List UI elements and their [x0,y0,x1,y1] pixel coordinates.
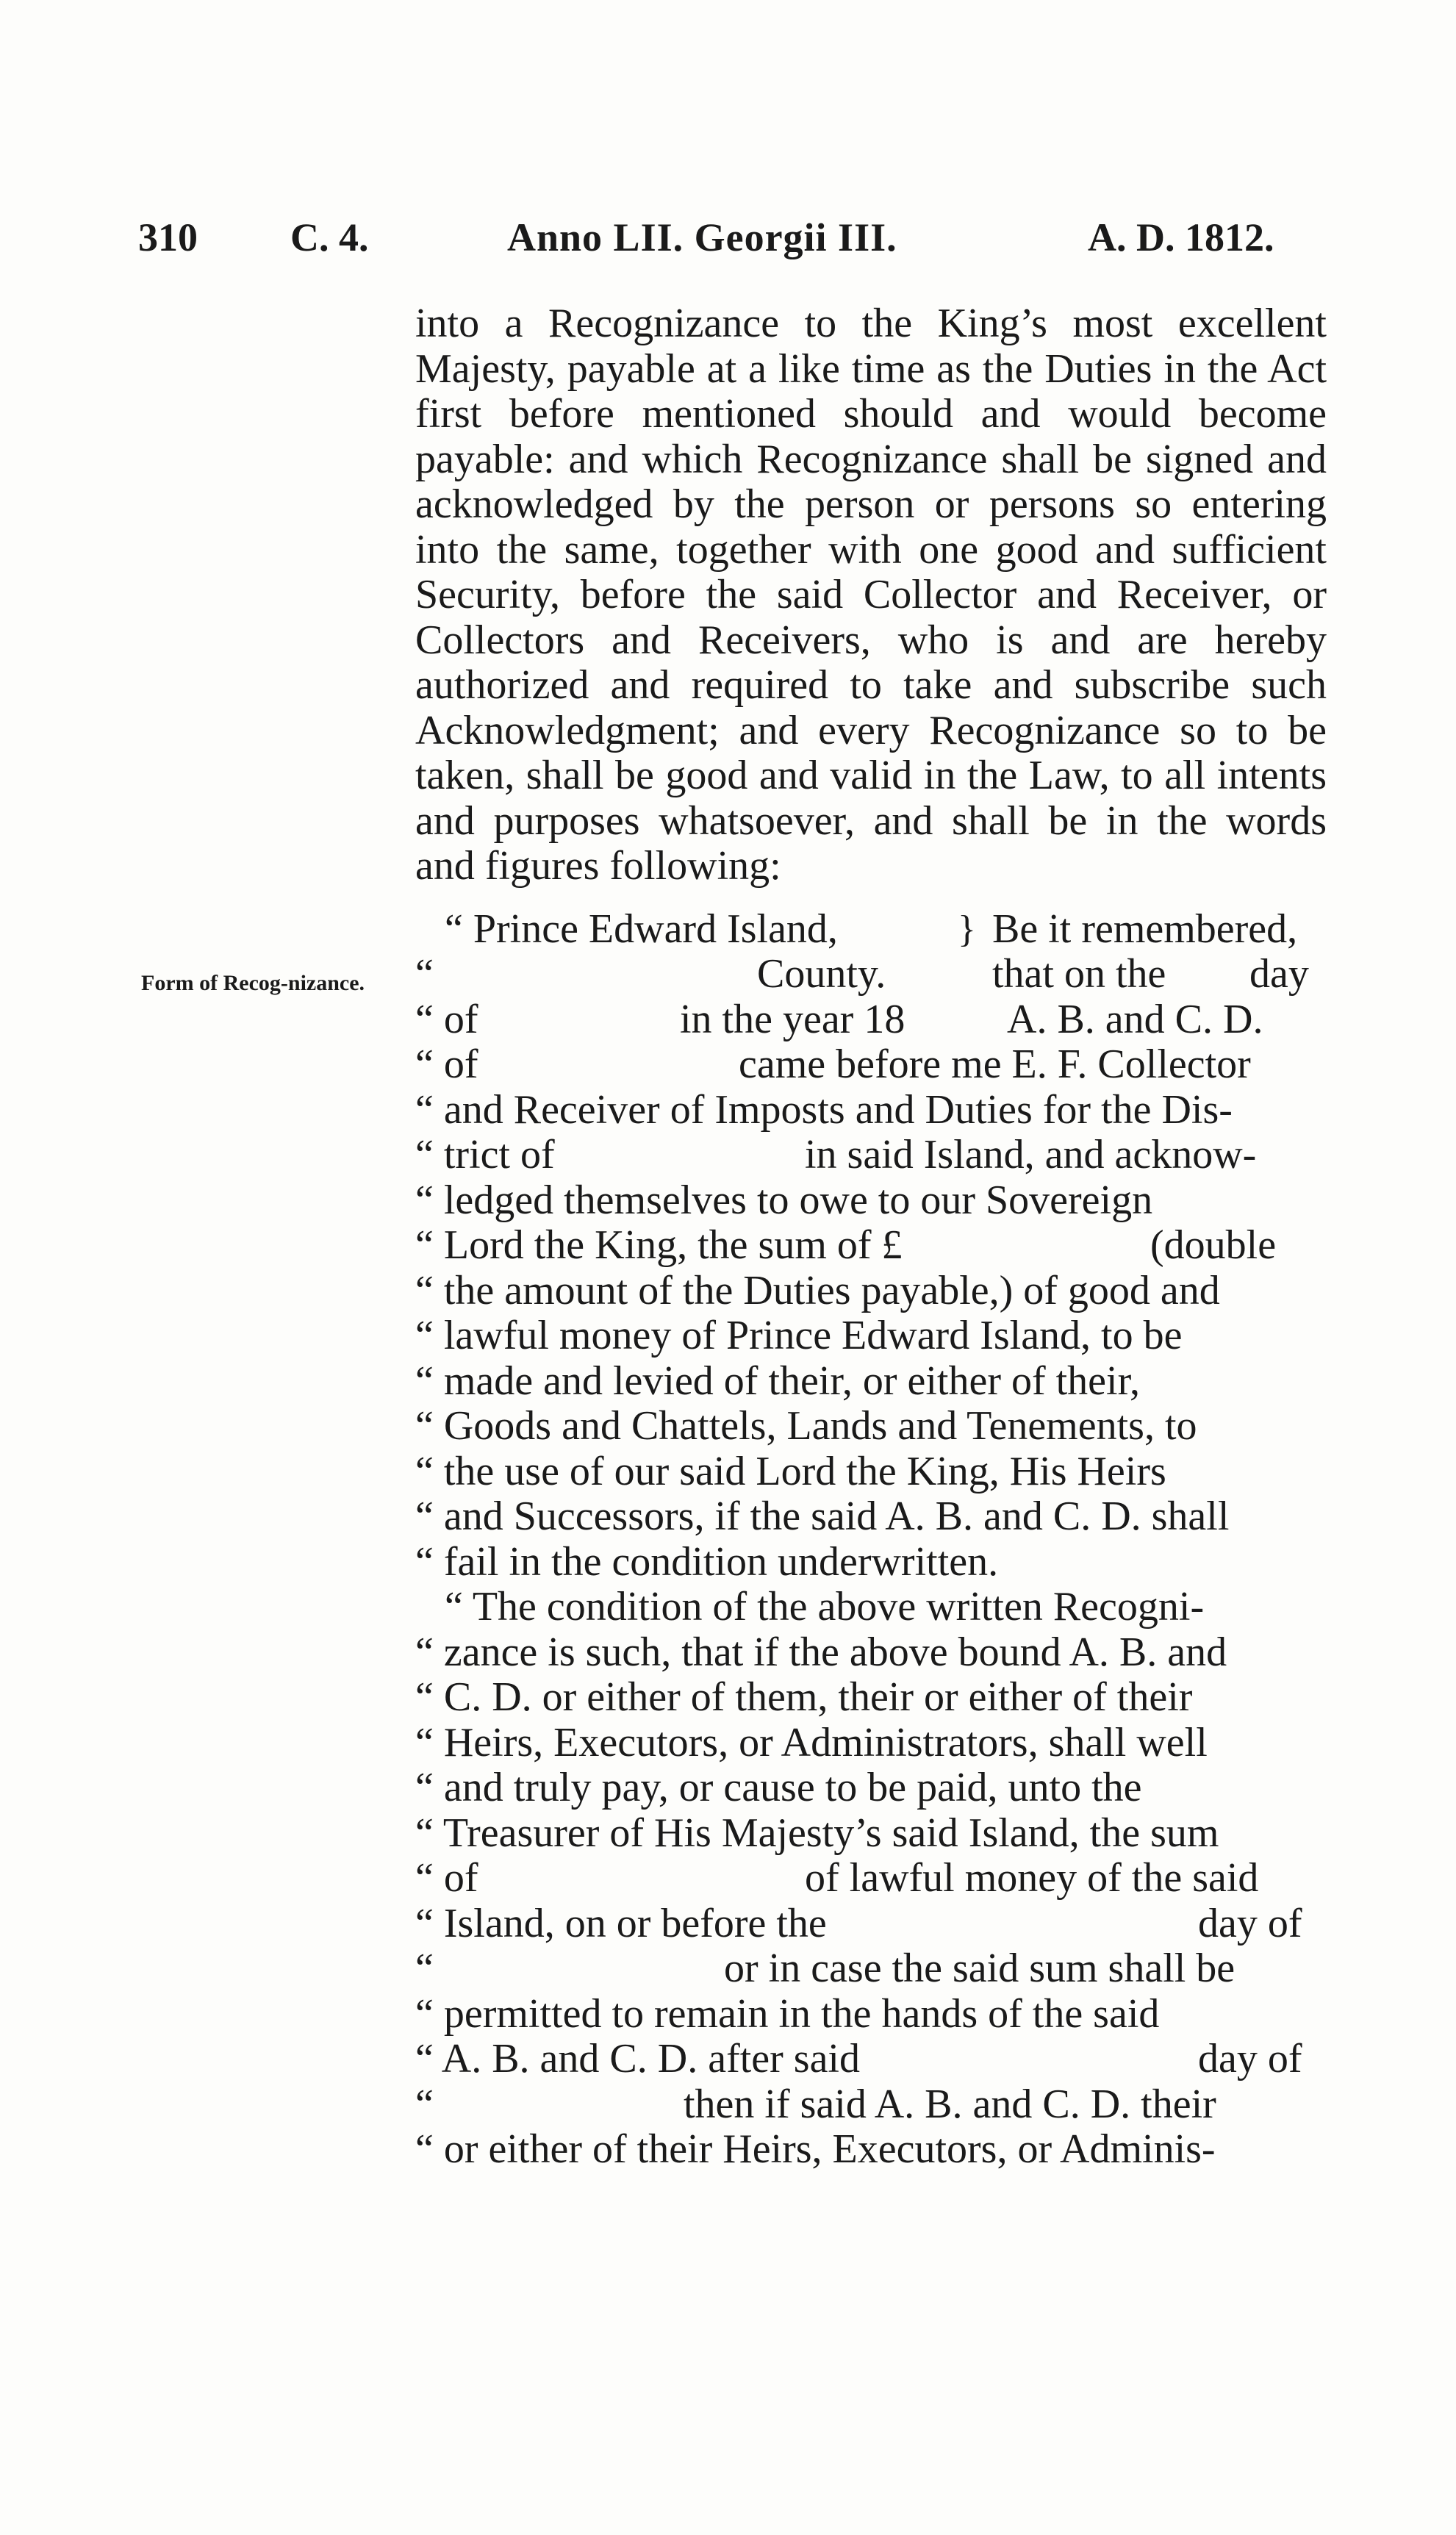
condition-line: “ zance is such, that if the above bound A. B. and [415,1629,1227,1675]
year-label: A. D. 1812. [1088,215,1274,259]
form-line: “ Prince Edward Island, } Be it remembered, [445,906,1298,952]
form-line: “ Lord the King, the sum of £ (double [415,1222,1277,1268]
condition-line: “ C. D. or either of them, their or either of their [415,1674,1193,1720]
form-line: “ and Successors, if the said A. B. and C. D. shall [415,1494,1230,1539]
form-line: “ fail in the condition underwritten. [415,1538,999,1585]
form-line: “ trict of in said Island, and acknow- [415,1132,1257,1177]
form-line: “ of came before me E. F. Collector [415,1041,1251,1087]
form-line: “ Goods and Chattels, Lands and Tenements, to [415,1403,1197,1449]
form-line: “ the use of our said Lord the King, His Heirs [415,1448,1166,1494]
text-column [415,301,1327,2173]
condition-paragraph [415,1585,1327,2173]
margin-note: Form of Recog-nizance. [141,971,365,995]
form-line: “ made and levied of their, or either of their, [415,1358,1140,1404]
form-line: “ and Receiver of Imposts and Duties for the Dis- [415,1086,1233,1133]
chapter-label: C. 4. [290,215,369,259]
form-line: “ lawful money of Prince Edward Island, to be [415,1313,1183,1358]
form-line: “ the amount of the Duties payable,) of good and [415,1267,1220,1313]
condition-line: “ Island, on or before the day of [415,1900,1302,1946]
intro-paragraph: into a Recognizance to the King’s most excellent Majesty, payable at a like time as the Duties in the Act first before mentioned should and would become payable: and which Recognizance shall be signed and acknowledged by the person or persons so entering into the same, together with one good and sufficient Security, before the said Collector and Receiver, or Collectors and Receivers, who is and are hereby authorized and required to take and subscribe such Acknowledgment; and every Recognizance so to be taken, shall be good and valid in the Law, to all intents and purposes whatsoever, and shall be in the words and figures following: [415,301,1327,889]
condition-line: “ The condition of the above written Recogni- [445,1584,1205,1629]
condition-line: “ Heirs, Executors, or Administrators, shall well [415,1719,1208,1765]
form-line: “ County. that on the day [415,951,1309,997]
brace-icon: } [958,908,976,950]
running-title: Anno LII. Georgii III. [507,215,897,259]
condition-line: “ of of lawful money of the said [415,1855,1259,1901]
condition-line: “ A. B. and C. D. after said day of [415,2036,1302,2082]
page-number: 310 [138,215,198,259]
condition-line: “ then if said A. B. and C. D. their [415,2081,1216,2127]
condition-line: “ or either of their Heirs, Executors, or Adminis- [415,2126,1216,2172]
form-line: “ of in the year 18 A. B. and C. D. [415,996,1263,1042]
form-line: “ ledged themselves to owe to our Sovereign [415,1177,1153,1223]
condition-line: “ Treasurer of His Majesty’s said Island, the sum [415,1810,1219,1856]
condition-line: “ or in case the said sum shall be [415,1946,1236,1991]
condition-line: “ and truly pay, or cause to be paid, unto the [415,1765,1142,1810]
condition-line: “ permitted to remain in the hands of the said [415,1990,1160,2037]
recognizance-form [415,907,1327,1585]
